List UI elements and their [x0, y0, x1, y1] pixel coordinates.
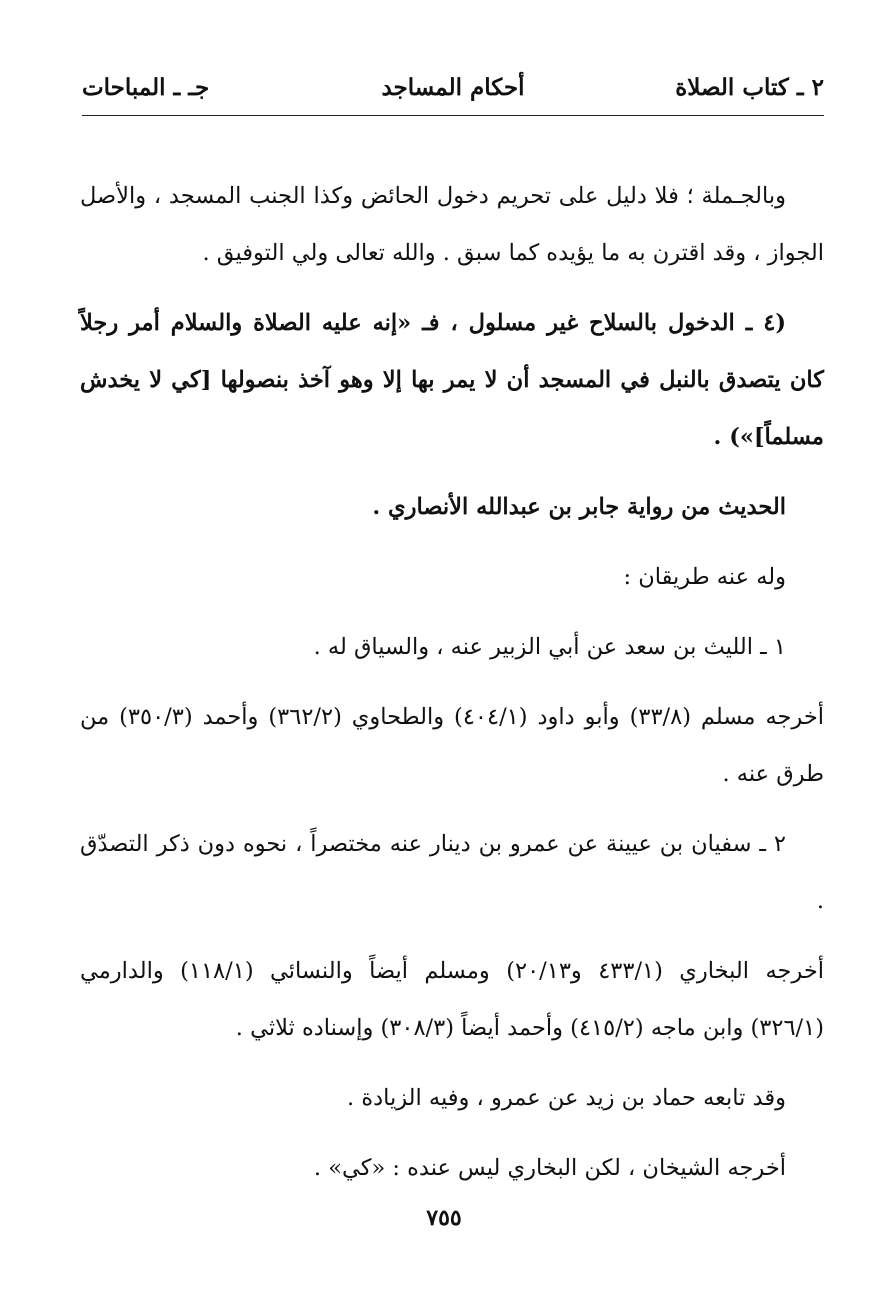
paragraph-two-shaykhs: أخرجه الشيخان ، لكن البخاري ليس عنده : «كي» .: [313, 1155, 786, 1181]
paragraph-follow-up: وقد تابعه حماد بن زيد عن عمرو ، وفيه الزيادة .: [347, 1085, 786, 1111]
header-subsection: جـ ـ المباحات: [82, 74, 210, 101]
paragraph-summary: وبالجـملة ؛ فلا دليل على تحريم دخول الحائض وكذا الجنب المسجد ، والأصل الجواز ، وقد اقترن به ما يؤيده كما سبق . والله تعالى ولي التوفيق .: [80, 183, 824, 266]
paragraph-weapon-ruling: (٤ ـ الدخول بالسلاح غير مسلول ، فـ «إنه عليه الصلاة والسلام أمر رجلاً كان يتصدق بالنبل في المسجد أن لا يمر بها إلا وهو آخذ بنصولها [كي لا يخدش مسلماً]») .: [80, 310, 824, 450]
page-body: [80, 168, 824, 1210]
header-section: أحكام المساجد: [381, 74, 525, 101]
paragraph-routes-intro: وله عنه طريقان :: [623, 564, 786, 590]
running-header: [82, 74, 824, 114]
paragraph-route-two-sources: أخرجه البخاري (٤٣٣/١ و٢٠/١٣) ومسلم أيضاً والنسائي (١١٨/١) والدارمي (٣٢٦/١) وابن ماجه (٤١٥/٢) وأحمد أيضاً (٣٠٨/٣) وإسناده ثلاثي .: [80, 958, 824, 1041]
paragraph-hadith-source: الحديث من رواية جابر بن عبدالله الأنصاري .: [372, 494, 786, 520]
paragraph-route-one: ١ ـ الليث بن سعد عن أبي الزبير عنه ، والسياق له .: [313, 634, 786, 660]
paragraph-route-two: ٢ ـ سفيان بن عيينة عن عمرو بن دينار عنه مختصراً ، نحوه دون ذكر التصدّق .: [80, 831, 824, 914]
page-number: ٧٥٥: [426, 1205, 462, 1231]
header-chapter: ٢ ـ كتاب الصلاة: [675, 74, 824, 101]
header-divider: [82, 115, 824, 116]
paragraph-route-one-sources: أخرجه مسلم (٣٣/٨) وأبو داود (٤٠٤/١) والطحاوي (٣٦٢/٢) وأحمد (٣٥٠/٣) من طرق عنه .: [80, 704, 824, 787]
